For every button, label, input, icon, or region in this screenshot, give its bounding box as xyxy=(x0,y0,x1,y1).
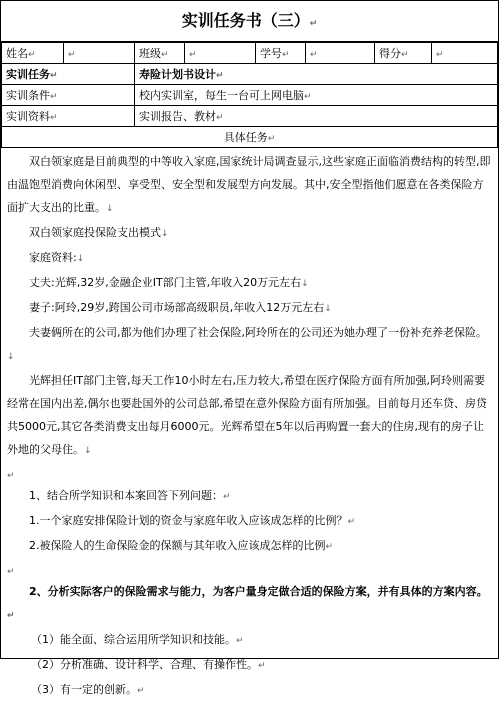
requirement-2: （2）分析准确、设计科学、合理、有操作性。↵ xyxy=(31,658,266,671)
name-label: 姓名↵ xyxy=(2,43,64,64)
task-body xyxy=(1,148,498,703)
score-label: 得分↵ xyxy=(375,43,432,64)
conditions-label: 实训条件↵ xyxy=(2,85,135,106)
question-1a: 1.一个家庭安排保险计划的资金与家庭年收入应该成怎样的比例？↵ xyxy=(29,514,356,527)
materials-row xyxy=(2,106,498,127)
requirement-1: （1）能全面、综合运用所学知识和技能。↵ xyxy=(31,633,244,646)
mode-heading: 双白领家庭投保险支出模式↓ xyxy=(29,226,169,239)
blank-line: ↵ xyxy=(7,567,15,577)
question-2: 2、分析实际客户的保险需求与能力，为客户量身定做合适的保险方案，并有具体的方案内容。↵ xyxy=(7,585,488,621)
conditions-value: 校内实训室，每生一台可上网电脑↵ xyxy=(135,85,498,106)
requirement-3: （3）有一定的创新。↵ xyxy=(31,683,145,696)
document-title: 实训任务书（三）↵ xyxy=(1,1,498,42)
blank-line: ↵ xyxy=(7,471,15,481)
conditions-row xyxy=(2,85,498,106)
task-row xyxy=(2,64,498,85)
materials-label: 实训资料↵ xyxy=(2,106,135,127)
wife-info: 妻子:阿玲,29岁,跨国公司市场部高级职员,年收入12万元左右↓ xyxy=(29,301,332,314)
husband-info: 丈夫:光辉,32岁,金融企业IT部门主管,年收入20万元左右↓ xyxy=(29,276,309,289)
task-label: 实训任务↵ xyxy=(2,64,135,85)
needs-paragraph: 光辉担任IT部门主管,每天工作10小时左右,压力较大,希望在医疗保险方面有所加强,阿玲则需要经常在国内出差,偶尔也要赴国外的公司总部,希望在意外保险方面有所加强。目前每月还车贷、房贷共5000元,其它各类消费支出每月6000元。光辉希望在5年以后再购置一套大的住房,现有的房子让外地的父母住。↓ xyxy=(7,374,487,456)
task-heading-row xyxy=(2,127,498,148)
question-1-heading: 1、结合所学知识和本案回答下列问题：↵ xyxy=(29,489,231,502)
student-id-value: ↵ xyxy=(306,43,375,64)
paragraph-mark: ↵ xyxy=(309,19,318,29)
intro-paragraph: 双白领家庭是目前典型的中等收入家庭,国家统计局调查显示,这些家庭正面临消费结构的转型,即由温饱型消费向休闲型、享受型、安全型和发展型方向发展。其中,安全型指他们愿意在各类保险方面扩大支出的比重。↓ xyxy=(7,155,491,214)
class-value: ↵ xyxy=(185,43,256,64)
materials-value: 实训报告、教材↵ xyxy=(135,106,498,127)
score-value: ↵ xyxy=(432,43,498,64)
student-id-label: 学号↵ xyxy=(256,43,306,64)
insurance-paragraph: 夫妻俩所在的公司,都为他们办理了社会保险,阿玲所在的公司还为她办理了一份补充养老保险。↓ xyxy=(7,326,487,362)
class-label: 班级↵ xyxy=(135,43,185,64)
family-info-heading: 家庭资料:↓ xyxy=(29,251,85,264)
question-1b: 2.被保险人的生命保险金的保额与其年收入应该成怎样的比例↵ xyxy=(29,539,334,552)
task-heading: 具体任务↵ xyxy=(2,127,498,148)
name-value: ↵ xyxy=(64,43,135,64)
info-table xyxy=(1,42,498,148)
header-row xyxy=(2,43,498,64)
task-value: 寿险计划书设计↵ xyxy=(135,64,498,85)
